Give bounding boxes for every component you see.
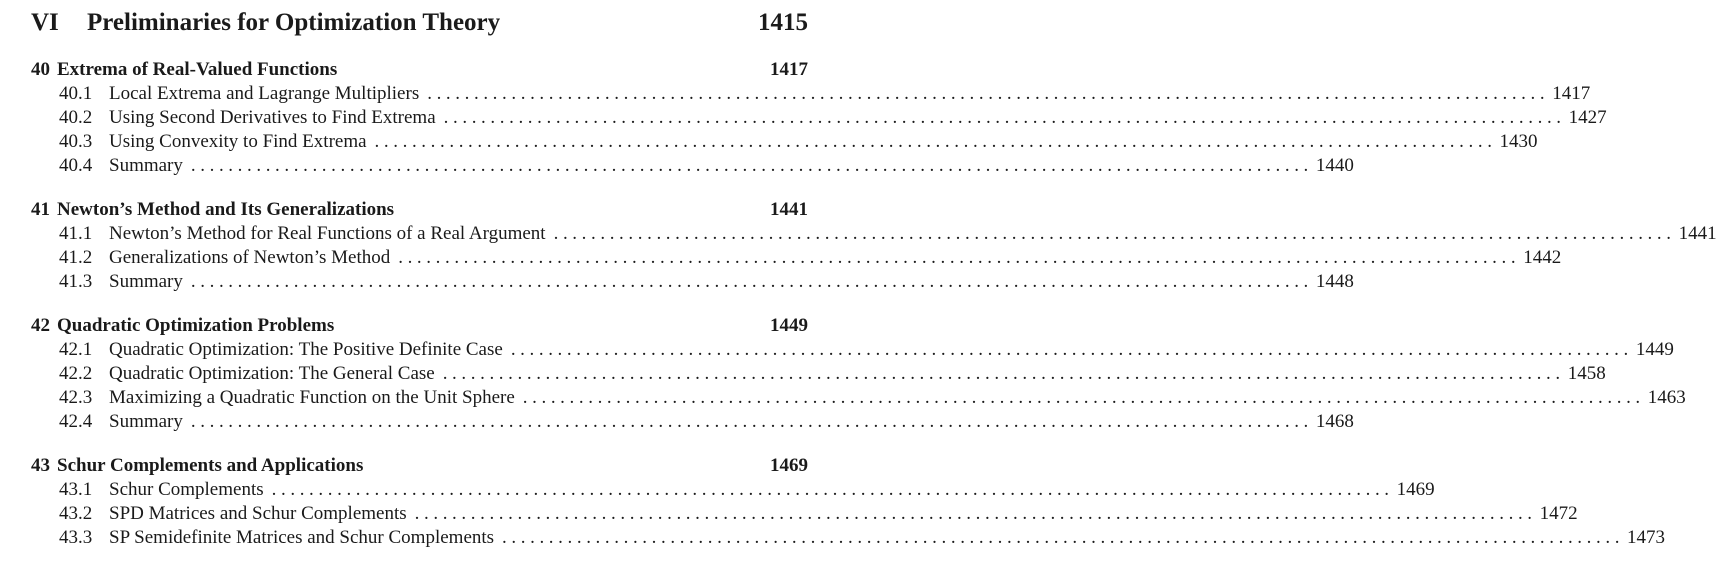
- section-title: Newton’s Method for Real Functions of a Real Argument: [109, 223, 546, 244]
- section-number: 41.1: [59, 223, 93, 244]
- dot-leader: ........................................................................................................................: [442, 363, 1565, 384]
- section-entry[interactable]: [31, 222, 1717, 246]
- section-number: 40.4: [59, 155, 93, 176]
- section-entry[interactable]: [31, 338, 1674, 362]
- section-entry[interactable]: [31, 410, 1354, 434]
- chapter-page: 1441: [770, 199, 808, 220]
- section-entry[interactable]: [31, 246, 1562, 270]
- section-page: 1473: [1627, 527, 1666, 548]
- section-number: 43.2: [59, 503, 93, 524]
- dot-leader: ........................................................................................................................: [190, 271, 1313, 292]
- dot-leader: ........................................................................................................................: [427, 83, 1550, 104]
- section-number: 40.2: [59, 107, 93, 128]
- section-title: Using Second Derivatives to Find Extrema: [109, 107, 436, 128]
- chapter-number: 43: [31, 455, 50, 476]
- section-entry[interactable]: [31, 82, 1591, 106]
- part-number: VI: [31, 9, 59, 36]
- part-page: 1415: [758, 9, 808, 36]
- dot-leader: ........................................................................................................................: [271, 479, 1394, 500]
- chapter-42: [31, 314, 1686, 434]
- dot-leader: ........................................................................................................................: [398, 247, 1521, 268]
- section-entry[interactable]: [31, 270, 1354, 294]
- section-title: Generalizations of Newton’s Method: [109, 247, 391, 268]
- chapter-title: Newton’s Method and Its Generalizations: [57, 199, 395, 220]
- dot-leader: ........................................................................................................................: [443, 107, 1566, 128]
- dot-leader: ........................................................................................................................: [553, 223, 1676, 244]
- dot-leader: ........................................................................................................................: [510, 339, 1633, 360]
- section-number: 42.1: [59, 339, 93, 360]
- section-title: Local Extrema and Lagrange Multipliers: [109, 83, 420, 104]
- chapter-number: 42: [31, 315, 50, 336]
- section-page: 1417: [1552, 83, 1591, 104]
- chapter-heading[interactable]: [31, 58, 808, 82]
- section-page: 1468: [1315, 411, 1354, 432]
- section-title: Summary: [109, 155, 183, 176]
- dot-leader: ........................................................................................................................: [190, 411, 1313, 432]
- chapter-41: [31, 198, 1717, 294]
- dot-leader: ........................................................................................................................: [190, 155, 1313, 176]
- section-page: 1463: [1647, 387, 1686, 408]
- section-entry[interactable]: [31, 386, 1686, 410]
- chapter-page: 1469: [770, 455, 808, 476]
- section-title: SP Semidefinite Matrices and Schur Complements: [109, 527, 495, 548]
- section-entry[interactable]: [31, 362, 1606, 386]
- section-page: 1427: [1568, 107, 1607, 128]
- section-page: 1440: [1315, 155, 1354, 176]
- chapter-title: Extrema of Real-Valued Functions: [57, 59, 338, 80]
- section-title: Summary: [109, 411, 183, 432]
- section-page: 1430: [1499, 131, 1538, 152]
- dot-leader: ........................................................................................................................: [502, 527, 1625, 548]
- section-title: Summary: [109, 271, 183, 292]
- section-page: 1469: [1396, 479, 1435, 500]
- section-title: Quadratic Optimization: The General Case: [109, 363, 435, 384]
- dot-leader: ........................................................................................................................: [374, 131, 1497, 152]
- section-page: 1472: [1539, 503, 1578, 524]
- section-number: 40.3: [59, 131, 93, 152]
- chapter-heading[interactable]: [31, 198, 808, 222]
- section-page: 1458: [1567, 363, 1606, 384]
- section-number: 43.1: [59, 479, 93, 500]
- chapter-43: [31, 454, 1666, 550]
- part-heading-label: [31, 9, 500, 37]
- section-entry[interactable]: [31, 106, 1607, 130]
- section-number: 41.3: [59, 271, 93, 292]
- section-entry[interactable]: [31, 478, 1435, 502]
- section-title: Quadratic Optimization: The Positive Definite Case: [109, 339, 503, 360]
- chapter-number: 41: [31, 199, 50, 220]
- chapter-40: [31, 58, 1607, 178]
- chapter-title: Schur Complements and Applications: [57, 455, 364, 476]
- section-entry[interactable]: [31, 154, 1354, 178]
- chapter-heading[interactable]: [31, 454, 808, 478]
- section-number: 41.2: [59, 247, 93, 268]
- section-entry[interactable]: [31, 130, 1538, 154]
- section-number: 42.4: [59, 411, 93, 432]
- section-page: 1442: [1523, 247, 1562, 268]
- chapter-page: 1449: [770, 315, 808, 336]
- chapter-number: 40: [31, 59, 50, 80]
- dot-leader: ........................................................................................................................: [414, 503, 1537, 524]
- section-number: 43.3: [59, 527, 93, 548]
- section-title: Schur Complements: [109, 479, 264, 500]
- part-heading: [31, 9, 808, 41]
- chapter-page: 1417: [770, 59, 808, 80]
- section-title: Maximizing a Quadratic Function on the Unit Sphere: [109, 387, 515, 408]
- chapter-title: Quadratic Optimization Problems: [57, 315, 335, 336]
- section-number: 42.3: [59, 387, 93, 408]
- chapter-heading[interactable]: [31, 314, 808, 338]
- section-number: 40.1: [59, 83, 93, 104]
- section-number: 42.2: [59, 363, 93, 384]
- part-title: Preliminaries for Optimization Theory: [87, 9, 501, 36]
- section-page: 1448: [1315, 271, 1354, 292]
- section-title: SPD Matrices and Schur Complements: [109, 503, 407, 524]
- section-page: 1449: [1635, 339, 1674, 360]
- section-entry[interactable]: [31, 502, 1578, 526]
- section-title: Using Convexity to Find Extrema: [109, 131, 367, 152]
- dot-leader: ........................................................................................................................: [522, 387, 1645, 408]
- section-entry[interactable]: [31, 526, 1666, 550]
- section-page: 1441: [1678, 223, 1717, 244]
